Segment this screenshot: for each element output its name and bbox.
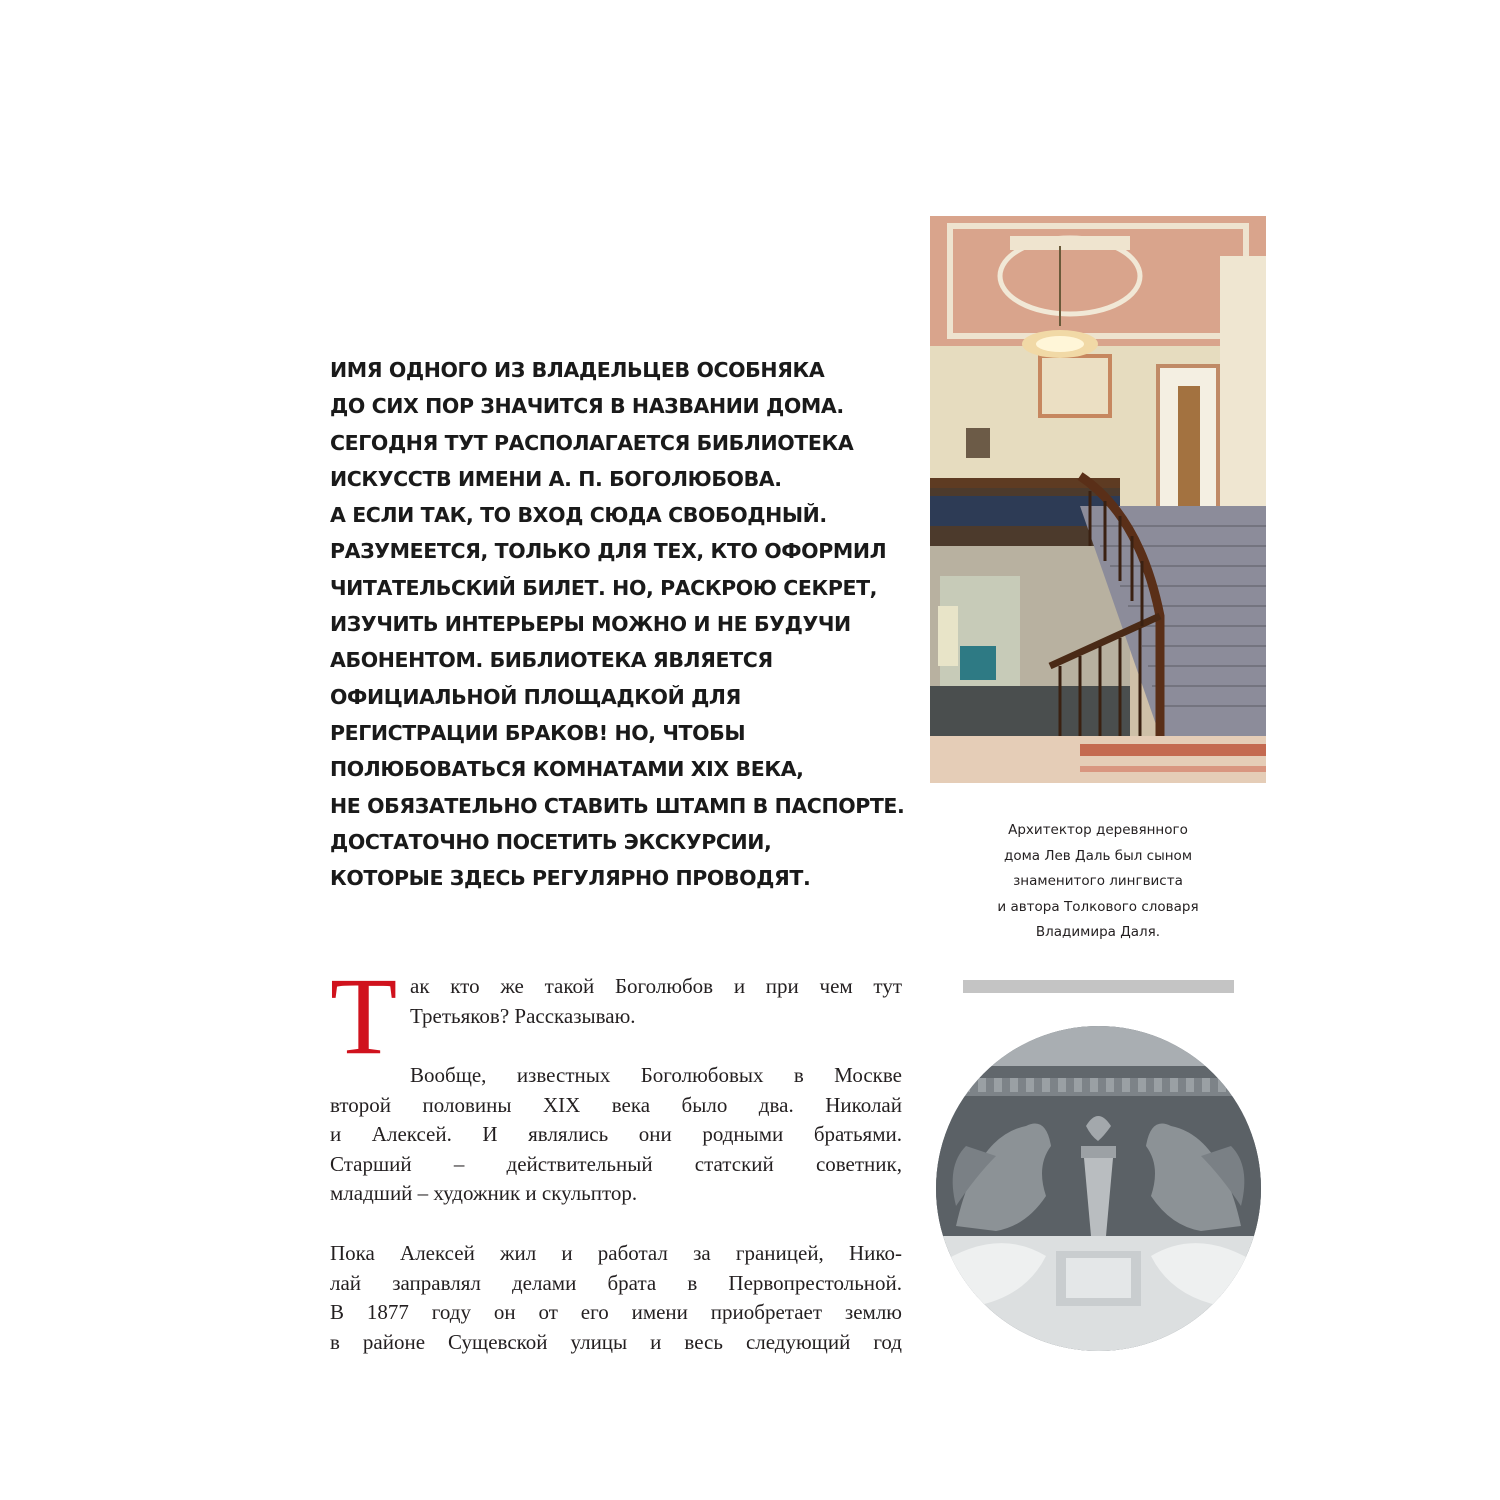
lead-line: ЧИТАТЕЛЬСКИЙ БИЛЕТ. НО, РАСКРОЮ СЕКРЕТ, (330, 575, 878, 600)
lead-line: АБОНЕНТОМ. БИБЛИОТЕКА ЯВЛЯЕТСЯ (330, 648, 773, 673)
text-line: второй половины XIX века было два. Николай (330, 1092, 902, 1117)
text-line: младший – художник и скульптор. (330, 1181, 638, 1205)
text-line: лай заправлял делами брата в Первопрестольной. (330, 1270, 902, 1295)
lead-line: СЕГОДНЯ ТУТ РАСПОЛАГАЕТСЯ БИБЛИОТЕКА (330, 430, 854, 455)
text-line: и Алексей. И являлись они родными братьями. (330, 1122, 902, 1146)
caption-line: знаменитого лингвиста (1013, 873, 1183, 889)
divider-bar (963, 980, 1234, 993)
drop-cap: Т (330, 955, 398, 1077)
caption-line: Архитектор деревянного (1008, 822, 1188, 838)
caption-line: и автора Толкового словаря (997, 898, 1199, 915)
staircase-interior-photo (930, 216, 1266, 783)
lead-line: РАЗУМЕЕТСЯ, ТОЛЬКО ДЛЯ ТЕХ, КТО ОФОРМИЛ (330, 539, 887, 564)
lead-line: РЕГИСТРАЦИИ БРАКОВ! НО, ЧТОБЫ (330, 720, 746, 745)
photo-caption (930, 818, 1266, 946)
lead-line: А ЕСЛИ ТАК, ТО ВХОД СЮДА СВОБОДНЫЙ. (330, 503, 827, 528)
caption-line: Владимира Даля. (1035, 924, 1161, 940)
lead-line: ПОЛЮБОВАТЬСЯ КОМНАТАМИ XIX ВЕКА, (330, 757, 804, 782)
lead-line: ДОСТАТОЧНО ПОСЕТИТЬ ЭКСКУРСИИ, (330, 829, 772, 854)
text-line: В 1877 году он от его имени приобретает землю (330, 1300, 902, 1324)
paragraph-1 (410, 972, 902, 1031)
lead-line: ИМЯ ОДНОГО ИЗ ВЛАДЕЛЬЦЕВ ОСОБНЯКА (330, 358, 825, 382)
text-line: Вообще, известных Боголюбовых в Москве (410, 1063, 902, 1087)
griffin-relief-photo (936, 1026, 1261, 1351)
text-line: в районе Сущевской улицы и весь следующий год (330, 1329, 902, 1354)
paragraph-2 (330, 1061, 902, 1209)
lead-line: ИСКУССТВ ИМЕНИ А. П. БОГОЛЮБОВА. (330, 466, 782, 491)
lead-line: ИЗУЧИТЬ ИНТЕРЬЕРЫ МОЖНО И НЕ БУДУЧИ (330, 612, 851, 637)
lead-line: КОТОРЫЕ ЗДЕСЬ РЕГУЛЯРНО ПРОВОДЯТ. (330, 866, 811, 891)
text-line: ак кто же такой Боголюбов и при чем тут (410, 974, 902, 998)
text-line: Старший – действительный статский советник, (330, 1151, 902, 1176)
caption-line: дома Лев Даль был сыном (1004, 847, 1192, 864)
lead-paragraph (330, 352, 910, 896)
lead-line: ДО СИХ ПОР ЗНАЧИТСЯ В НАЗВАНИИ ДОМА. (330, 394, 844, 419)
paragraph-3 (330, 1239, 902, 1357)
text-line: Пока Алексей жил и работал за границей, Нико- (330, 1241, 902, 1265)
lead-line: НЕ ОБЯЗАТЕЛЬНО СТАВИТЬ ШТАМП В ПАСПОРТЕ. (330, 793, 905, 818)
text-line: Третьяков? Рассказываю. (410, 1003, 636, 1028)
lead-line: ОФИЦИАЛЬНОЙ ПЛОЩАДКОЙ ДЛЯ (330, 684, 741, 709)
